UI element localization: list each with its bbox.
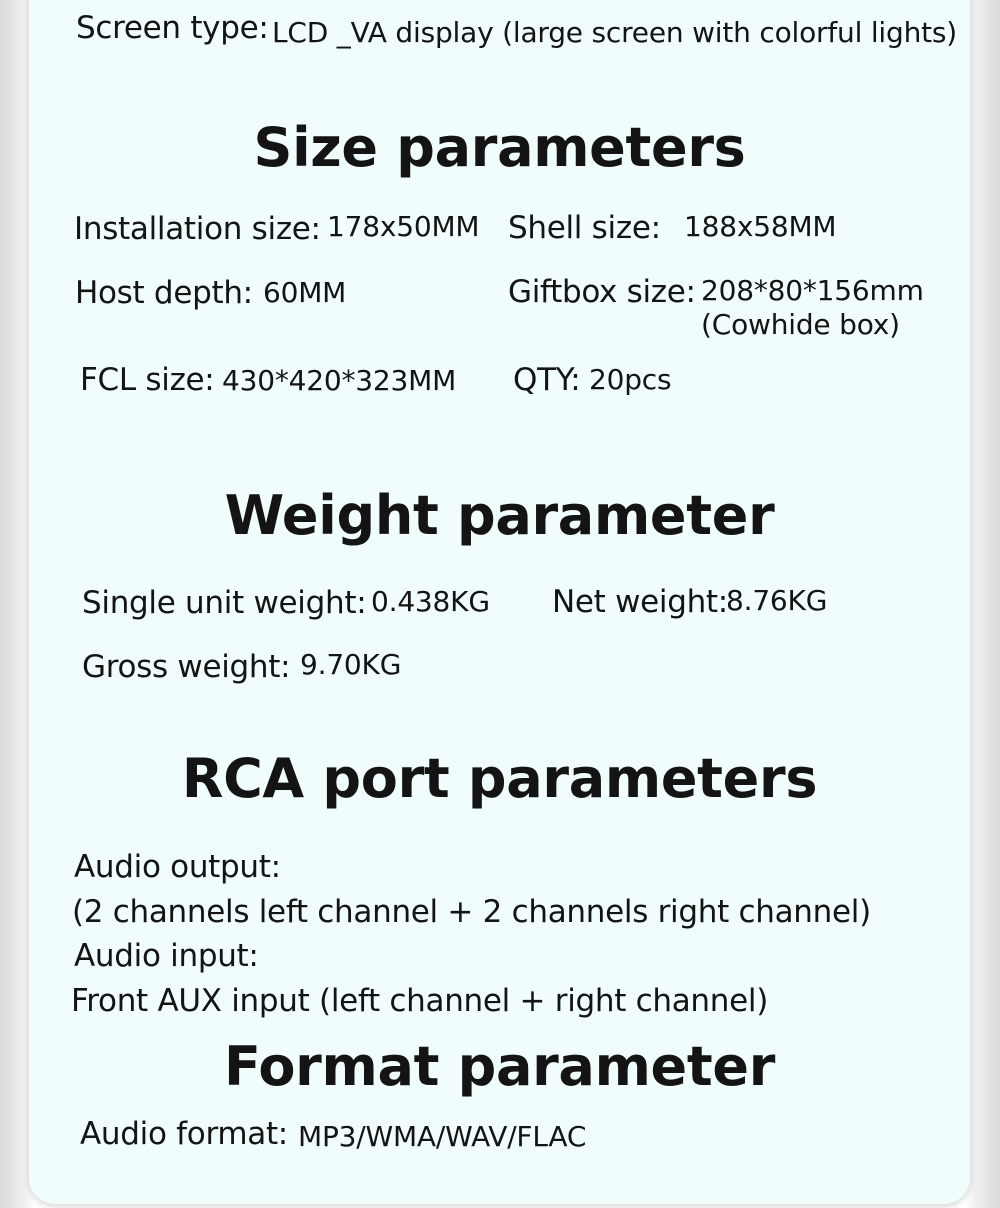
- giftbox-size-label: Giftbox size:: [508, 274, 696, 310]
- weight-parameter-heading: Weight parameter: [224, 484, 775, 547]
- shell-size-label: Shell size:: [508, 210, 661, 246]
- rca-port-parameters-heading: RCA port parameters: [181, 747, 818, 810]
- gross-weight-label: Gross weight:: [82, 649, 291, 685]
- net-weight-label: Net weight:: [552, 584, 728, 620]
- gross-weight-value: 9.70KG: [300, 648, 402, 681]
- audio-format-label: Audio format:: [80, 1116, 288, 1152]
- format-parameter-heading: Format parameter: [223, 1035, 776, 1098]
- audio-output-value: (2 channels left channel + 2 channels right channel): [72, 894, 871, 930]
- qty-value: 20pcs: [589, 363, 672, 396]
- qty-label: QTY:: [513, 362, 581, 398]
- audio-input-value: Front AUX input (left channel + right channel): [71, 983, 769, 1019]
- host-depth-label: Host depth:: [75, 275, 253, 311]
- size-parameters-heading: Size parameters: [253, 116, 746, 179]
- host-depth-value: 60MM: [263, 276, 347, 309]
- giftbox-size-note: (Cowhide box): [701, 308, 900, 341]
- installation-size-value: 178x50MM: [327, 210, 480, 243]
- single-unit-weight-label: Single unit weight:: [82, 585, 367, 621]
- audio-format-value: MP3/WMA/WAV/FLAC: [298, 1120, 587, 1153]
- audio-input-label: Audio input:: [74, 938, 259, 974]
- installation-size-label: Installation size:: [74, 211, 321, 247]
- net-weight-value: 8.76KG: [726, 584, 828, 617]
- single-unit-weight-value: 0.438KG: [371, 585, 490, 618]
- fcl-size-value: 430*420*323MM: [222, 364, 457, 397]
- fcl-size-label: FCL size:: [80, 362, 215, 398]
- screen-type-value: LCD _VA display (large screen with colorful lights): [272, 16, 958, 49]
- screen-type-label: Screen type:: [76, 10, 269, 46]
- audio-output-label: Audio output:: [74, 849, 281, 885]
- shell-size-value: 188x58MM: [684, 210, 837, 243]
- giftbox-size-value: 208*80*156mm: [701, 274, 924, 307]
